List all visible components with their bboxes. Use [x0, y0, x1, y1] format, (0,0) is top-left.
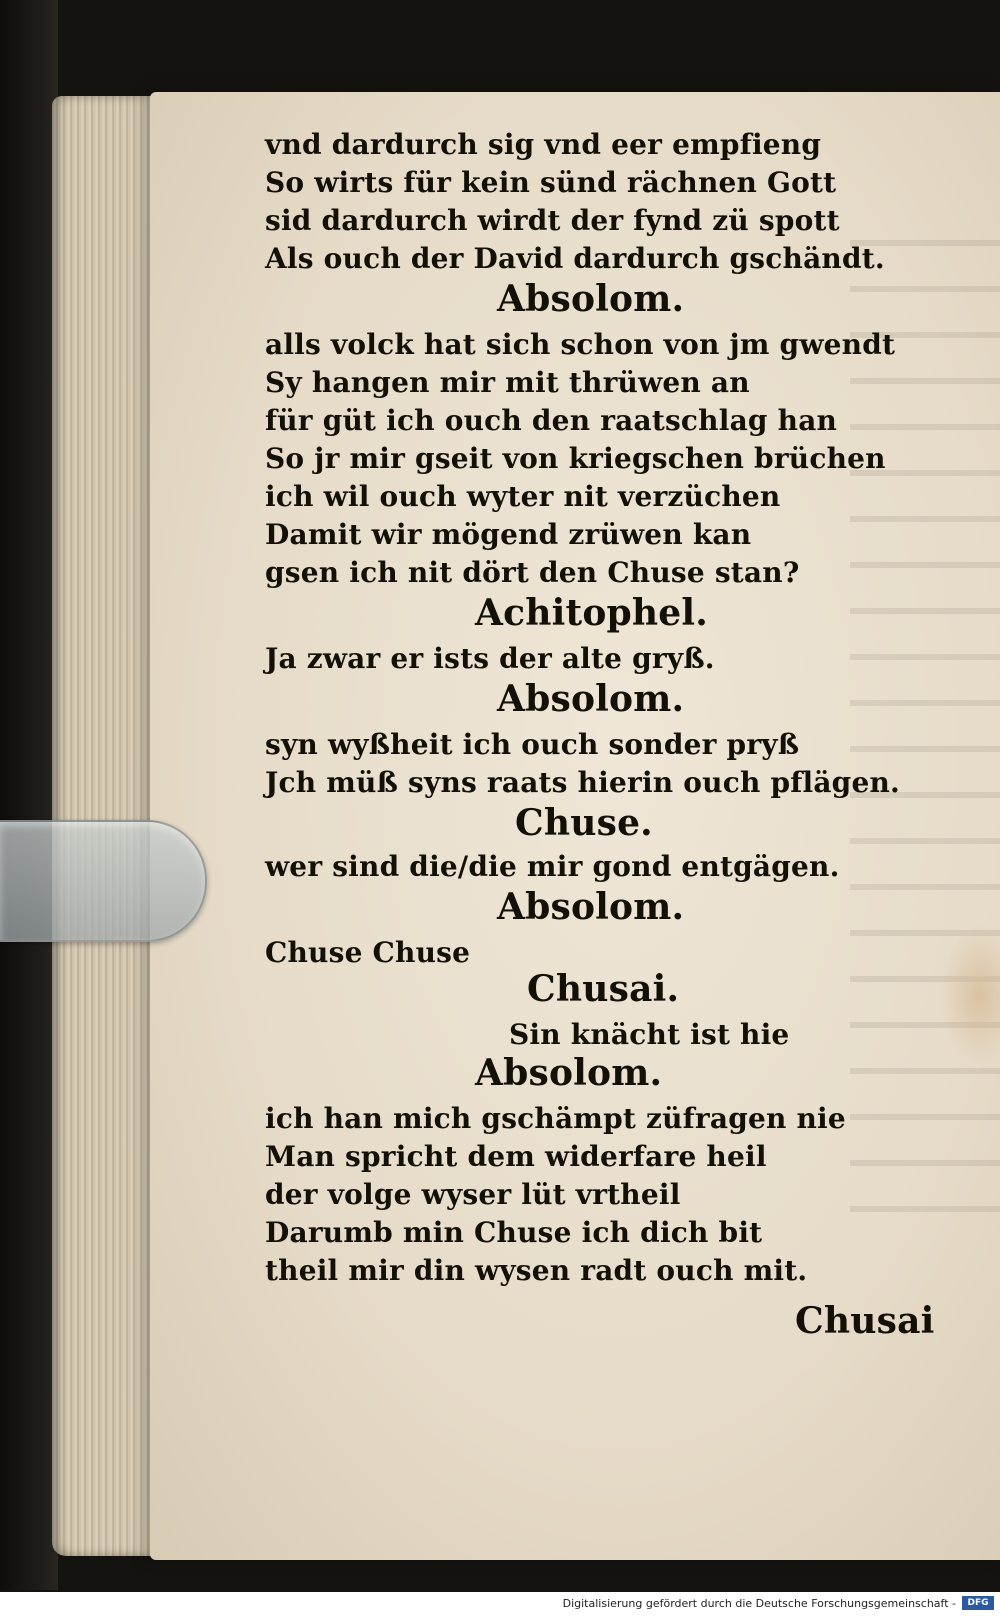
text-line: Jch müß syns raats hierin ouch pflägen. [265, 766, 900, 799]
speaker-heading: Chuse. [515, 802, 653, 844]
book-binding [0, 0, 58, 1590]
speaker-heading: Chusai. [527, 968, 680, 1010]
speaker-heading: Absolom. [497, 886, 685, 928]
text-line: vnd dardurch sig vnd eer empfieng [265, 128, 822, 161]
speaker-heading: Absolom. [497, 278, 685, 320]
text-line: gsen ich nit dört den Chuse stan? [265, 556, 800, 589]
text-line: der volge wyser lüt vrtheil [265, 1178, 681, 1211]
text-line: alls volck hat sich schon von jm gwendt [265, 328, 896, 361]
speaker-heading: Achitophel. [475, 592, 709, 634]
text-line: So jr mir gseit von kriegschen brüchen [265, 442, 886, 475]
speaker-heading: Absolom. [475, 1052, 663, 1094]
catchword: Chusai [795, 1300, 935, 1342]
text-line: ich wil ouch wyter nit verzüchen [265, 480, 781, 513]
text-line: Chuse Chuse [265, 936, 471, 969]
text-line: So wirts für kein sünd rächnen Gott [265, 166, 837, 199]
text-line: wer sind die/die mir gond entgägen. [265, 850, 840, 883]
text-line: Sy hangen mir mit thrüwen an [265, 366, 750, 399]
text-line: ich han mich gschämpt züfragen nie [265, 1102, 846, 1135]
text-line: Damit wir mögend zrüwen kan [265, 518, 752, 551]
text-line: Man spricht dem widerfare heil [265, 1140, 767, 1173]
text-line: Ja zwar er ists der alte gryß. [265, 642, 715, 675]
footer-bar [0, 1592, 1000, 1617]
text-line: syn wyßheit ich ouch sonder pryß [265, 728, 800, 761]
speaker-heading: Absolom. [497, 678, 685, 720]
dfg-logo: DFG [962, 1596, 994, 1610]
page-clip [0, 820, 207, 942]
text-line: Sin knächt ist hie [509, 1018, 790, 1051]
text-line: sid dardurch wirdt der fynd zü spott [265, 204, 840, 237]
text-line: für güt ich ouch den raatschlag han [265, 404, 838, 437]
footer-credit: Digitalisierung gefördert durch die Deutsche Forschungsgemeinschaft - [562, 1597, 956, 1610]
text-line: Darumb min Chuse ich dich bit [265, 1216, 763, 1249]
text-line: Als ouch der David dardurch gschändt. [265, 242, 885, 275]
text-line: theil mir din wysen radt ouch mit. [265, 1254, 808, 1287]
